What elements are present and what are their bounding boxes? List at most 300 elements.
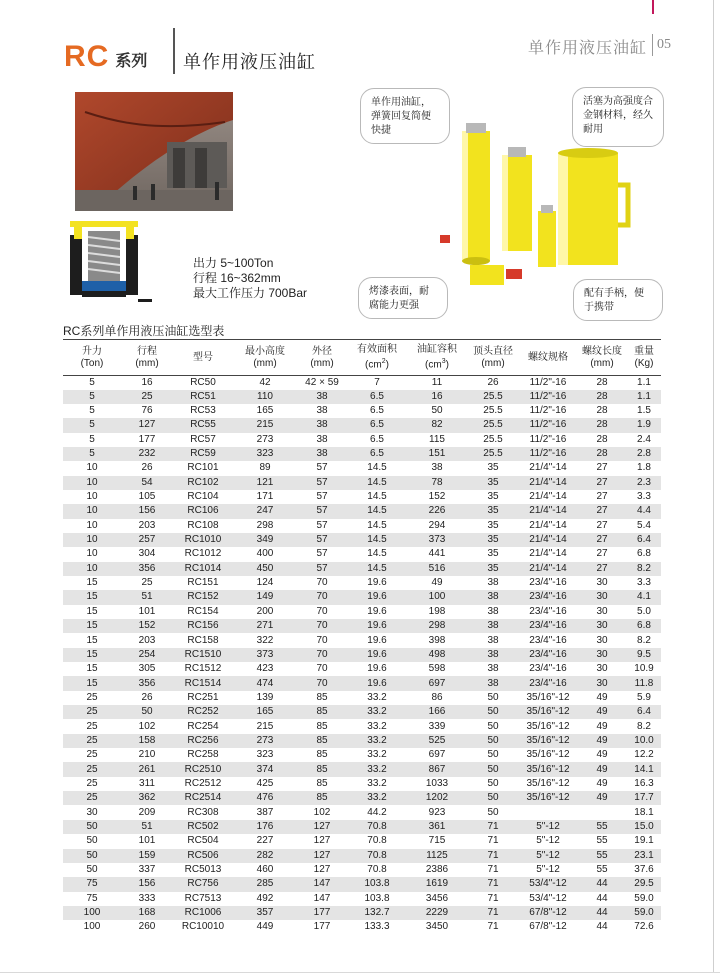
table-cell: 152 — [428, 491, 446, 503]
table-cell: 86 — [431, 691, 443, 703]
table-cell: 67/8"-12 — [519, 906, 577, 920]
table-cell: 38 — [487, 605, 499, 617]
table-cell: 50 — [86, 864, 98, 876]
table-cell: 50 — [86, 835, 98, 847]
table-cell: 492 — [256, 892, 274, 904]
table-cell: 33.2 — [347, 762, 407, 776]
table-cell: 35/16"-12 — [526, 749, 570, 761]
table-cell: 374 — [233, 762, 297, 776]
column-header — [297, 341, 347, 375]
table-row — [63, 920, 661, 934]
table-cell: 30 — [86, 806, 98, 818]
table-row — [63, 892, 661, 906]
table-cell: 89 — [259, 462, 271, 474]
table-cell: 697 — [428, 749, 446, 761]
table-cell: RC504 — [187, 835, 219, 847]
table-cell: 27 — [596, 491, 608, 503]
table-cell: 127 — [297, 849, 347, 863]
table-cell: RC108 — [187, 519, 219, 531]
table-cell: 298 — [256, 519, 274, 531]
table-cell: 5 — [63, 375, 121, 390]
table-row — [63, 820, 661, 834]
column-header-label: 有效面积 — [357, 344, 397, 356]
column-header-label: 螺纹规格 — [528, 351, 568, 363]
table-cell: 27 — [596, 519, 608, 531]
table-cell: 25 — [86, 720, 98, 732]
table-cell: 400 — [256, 548, 274, 560]
table-cell: 50 — [467, 762, 519, 776]
table-cell: 460 — [256, 864, 274, 876]
table-cell: 100 — [83, 921, 101, 933]
column-header-label: 最小高度 — [245, 345, 285, 357]
table-cell: 33.2 — [347, 734, 407, 748]
table-cell: 8.2 — [637, 720, 651, 732]
table-cell: 30 — [577, 590, 627, 604]
table-row — [63, 863, 661, 877]
table-cell: RC156 — [173, 619, 233, 633]
table-cell: 11.8 — [627, 676, 661, 690]
column-header-label: 外径 — [312, 345, 332, 357]
table-cell: 115 — [429, 433, 445, 445]
table-cell: 27 — [577, 504, 627, 518]
table-cell: 6.5 — [370, 405, 384, 417]
table-cell: 57 — [297, 562, 347, 576]
table-cell: RC506 — [173, 849, 233, 863]
table-cell: 373 — [233, 648, 297, 662]
table-cell: 4.1 — [627, 590, 661, 604]
table-cell: 361 — [407, 820, 467, 834]
table-cell: 149 — [233, 590, 297, 604]
table-cell: 57 — [316, 519, 328, 531]
table-cell: 425 — [256, 777, 274, 789]
table-cell: 51 — [121, 590, 173, 604]
table-row — [63, 734, 661, 748]
table-cell: 14.5 — [347, 476, 407, 490]
table-cell — [577, 805, 627, 819]
table-cell: 323 — [233, 447, 297, 461]
table-cell: 1.8 — [637, 462, 651, 474]
table-cell: 15 — [63, 676, 121, 690]
table-cell: 55 — [577, 849, 627, 863]
table-cell: 103.8 — [347, 877, 407, 891]
table-row — [63, 705, 661, 719]
table-cell: 322 — [256, 634, 274, 646]
table-cell: 35 — [467, 562, 519, 576]
table-cell: 67/8"-12 — [529, 921, 567, 933]
table-cell: 71 — [487, 921, 499, 933]
column-header — [233, 341, 297, 375]
table-cell: 23/4"-16 — [519, 676, 577, 690]
series-code: RC — [64, 40, 110, 73]
table-cell: 16.3 — [634, 777, 654, 789]
table-cell: 14.5 — [347, 504, 407, 518]
table-cell: 19.6 — [367, 577, 387, 589]
column-header-unit: $(cm^2)$ — [365, 358, 389, 371]
table-cell: 21/4"-14 — [519, 476, 577, 490]
table-cell: 38 — [487, 663, 499, 675]
table-cell: 25 — [63, 705, 121, 719]
table-cell — [519, 805, 577, 819]
column-header — [627, 341, 661, 375]
table-cell: 38 — [467, 619, 519, 633]
table-cell: 525 — [407, 734, 467, 748]
table-cell: 30 — [596, 605, 608, 617]
table-cell: 215 — [256, 720, 274, 732]
table-cell: 10 — [86, 519, 98, 531]
table-cell: 6.5 — [347, 390, 407, 404]
table-cell: 70 — [297, 619, 347, 633]
table-cell: 27 — [577, 476, 627, 490]
table-cell: 105 — [138, 491, 156, 503]
table-cell: 70 — [316, 663, 328, 675]
callout-painted-surface: 烤漆表面，耐腐能力更强 — [358, 277, 448, 319]
table-cell: 38 — [487, 634, 499, 646]
table-cell: 5"-12 — [519, 849, 577, 863]
table-cell: 50 — [487, 749, 499, 761]
table-cell: 100 — [63, 906, 121, 920]
column-header-unit: (mm) — [481, 357, 505, 369]
table-cell: 25.5 — [483, 405, 503, 417]
table-row — [63, 849, 661, 863]
table-cell: 15 — [63, 590, 121, 604]
callout-handle: 配有手柄，便于携带 — [573, 279, 663, 321]
table-cell: RC5013 — [184, 864, 222, 876]
table-cell: 30 — [577, 648, 627, 662]
table-cell: RC7513 — [184, 892, 222, 904]
page-frame-right — [713, 0, 714, 973]
table-cell: 11/2"-16 — [519, 418, 577, 432]
table-cell: 44.2 — [367, 806, 387, 818]
table-cell: RC1510 — [173, 648, 233, 662]
table-cell: 25 — [86, 777, 98, 789]
table-top-rule — [63, 339, 661, 340]
table-cell: 333 — [138, 892, 156, 904]
table-cell: 30 — [596, 577, 608, 589]
table-cell: 55 — [596, 864, 608, 876]
spec-force: 出力 5~100Ton — [193, 256, 274, 270]
series-heading — [64, 40, 147, 74]
table-cell: 5 — [63, 447, 121, 461]
table-cell: 21/4"-14 — [529, 548, 567, 560]
table-cell: 100 — [407, 590, 467, 604]
table-cell: 5"-12 — [519, 820, 577, 834]
table-cell: 19.6 — [347, 590, 407, 604]
table-cell: 14.5 — [347, 533, 407, 547]
table-cell: 70 — [297, 590, 347, 604]
table-cell: 11/2"-16 — [519, 390, 577, 404]
table-cell: 71 — [487, 864, 499, 876]
table-cell: 49 — [577, 705, 627, 719]
table-cell: 42 — [233, 375, 297, 390]
table-row — [63, 447, 661, 461]
table-cell: 18.1 — [634, 806, 654, 818]
table-cell: 339 — [428, 720, 446, 732]
table-row — [63, 791, 661, 805]
table-cell: 11 — [407, 375, 467, 390]
table-cell: RC151 — [187, 577, 219, 589]
table-cell: 25 — [63, 734, 121, 748]
table-cell: 21/4"-14 — [529, 491, 567, 503]
table-cell: 14.5 — [367, 519, 387, 531]
table-cell: RC1512 — [184, 663, 222, 675]
table-cell: 70.8 — [347, 820, 407, 834]
table-cell: 21/4"-14 — [519, 504, 577, 518]
selection-table — [63, 341, 661, 935]
table-cell: 28 — [577, 390, 627, 404]
table-cell: 19.6 — [367, 634, 387, 646]
table-cell: 165 — [233, 705, 297, 719]
table-cell: 311 — [139, 777, 155, 789]
table-cell: 5.0 — [637, 605, 651, 617]
table-cell: 1.1 — [627, 390, 661, 404]
table-cell: RC101 — [187, 462, 219, 474]
table-cell: RC1010 — [173, 533, 233, 547]
column-header — [519, 341, 577, 375]
table-cell: 10 — [63, 504, 121, 518]
table-cell: 2.8 — [627, 447, 661, 461]
table-cell: 4.4 — [627, 504, 661, 518]
table-row — [63, 490, 661, 504]
table-cell: RC2512 — [184, 777, 222, 789]
table-cell: 10 — [63, 476, 121, 490]
table-cell: 78 — [407, 476, 467, 490]
table-cell: 147 — [313, 892, 331, 904]
table-cell: 71 — [467, 877, 519, 891]
table-cell: 50 — [487, 691, 499, 703]
table-cell: 70 — [297, 648, 347, 662]
table-cell: 19.6 — [347, 676, 407, 690]
table-cell: 11/2"-16 — [519, 447, 577, 461]
table-cell: 305 — [138, 663, 156, 675]
column-header-unit: (mm) — [253, 357, 277, 369]
table-cell: 1125 — [407, 849, 467, 863]
table-cell: 54 — [121, 476, 173, 490]
table-cell: 1202 — [407, 791, 467, 805]
table-cell: RC102 — [173, 476, 233, 490]
table-cell: 139 — [256, 691, 274, 703]
table-cell: 70 — [316, 605, 328, 617]
table-cell: 23/4"-16 — [519, 590, 577, 604]
table-cell: 304 — [138, 548, 156, 560]
table-cell: 30 — [596, 663, 608, 675]
table-cell: 200 — [256, 605, 274, 617]
table-cell: 25 — [141, 577, 153, 589]
table-cell: 85 — [297, 762, 347, 776]
column-header-unit: (mm) — [310, 357, 334, 369]
table-cell: 1.1 — [627, 375, 661, 390]
table-cell: 21/4"-14 — [519, 533, 577, 547]
table-cell: 30 — [577, 676, 627, 690]
table-cell: 15 — [86, 605, 98, 617]
table-cell: 3.3 — [637, 491, 651, 503]
table-cell: 25.5 — [483, 433, 503, 445]
table-cell: 19.1 — [634, 835, 654, 847]
table-cell: 55 — [577, 820, 627, 834]
table-cell: 15 — [86, 663, 98, 675]
table-cell: 50 — [487, 777, 499, 789]
table-cell: 38 — [467, 676, 519, 690]
table-cell: RC2510 — [173, 762, 233, 776]
table-cell: 121 — [233, 476, 297, 490]
table-cell: 1.5 — [637, 405, 651, 417]
table-cell: 85 — [297, 791, 347, 805]
table-cell: 49 — [577, 791, 627, 805]
table-cell: 271 — [233, 619, 297, 633]
table-cell: 151 — [407, 447, 467, 461]
table-cell: 37.6 — [634, 864, 654, 876]
table-cell: 33.2 — [367, 720, 387, 732]
table-cell: 171 — [256, 491, 274, 503]
table-cell: 8.2 — [637, 634, 651, 646]
table-cell: 6.4 — [627, 533, 661, 547]
table-cell: RC254 — [187, 720, 219, 732]
table-row — [63, 476, 661, 490]
table-cell: 273 — [256, 433, 274, 445]
table-row — [63, 533, 661, 547]
table-cell: 101 — [138, 835, 156, 847]
table-cell: 7 — [347, 375, 407, 390]
table-cell: 35/16"-12 — [526, 691, 570, 703]
table-cell: 23/4"-16 — [529, 663, 567, 675]
cylinder-section-diagram — [68, 221, 154, 304]
table-cell: 177 — [297, 906, 347, 920]
table-cell: 8.2 — [627, 562, 661, 576]
table-cell: 26 — [141, 691, 153, 703]
table-cell: 30 — [596, 634, 608, 646]
table-cell: 75 — [86, 892, 98, 904]
table-row — [63, 504, 661, 518]
table-cell: 85 — [316, 749, 328, 761]
table-cell: 215 — [233, 418, 297, 432]
table-row — [63, 390, 661, 404]
table-cell: 25 — [86, 749, 98, 761]
table-cell: 6.5 — [347, 447, 407, 461]
page-number: 05 — [657, 37, 671, 52]
table-cell: 5 — [63, 418, 121, 432]
table-cell: 14.5 — [367, 491, 387, 503]
table-cell: 14.1 — [627, 762, 661, 776]
table-cell: 71 — [487, 835, 499, 847]
table-row — [63, 834, 661, 848]
table-cell: 357 — [233, 906, 297, 920]
table-cell: 387 — [256, 806, 274, 818]
table-cell: 33.2 — [347, 705, 407, 719]
table-cell: 49 — [596, 720, 608, 732]
table-cell: 147 — [297, 877, 347, 891]
table-row — [63, 619, 661, 633]
table-cell: RC256 — [173, 734, 233, 748]
table-cell: 35 — [487, 491, 499, 503]
table-cell: 101 — [138, 605, 156, 617]
table-cell: 2386 — [425, 864, 449, 876]
table-cell: 35 — [487, 462, 499, 474]
table-cell: 15 — [63, 619, 121, 633]
table-cell: 70 — [316, 634, 328, 646]
table-cell: 28 — [577, 447, 627, 461]
spec-pressure: 最大工作压力 700Bar — [193, 286, 308, 300]
table-cell: RC152 — [173, 590, 233, 604]
table-row — [63, 719, 661, 733]
table-cell: 23/4"-16 — [519, 648, 577, 662]
table-cell: 132.7 — [347, 906, 407, 920]
table-cell: 15 — [86, 634, 98, 646]
table-cell: 177 — [138, 433, 156, 445]
column-header-label: 螺纹长度 — [582, 345, 622, 357]
table-cell: 102 — [138, 720, 156, 732]
table-cell: 1.9 — [627, 418, 661, 432]
table-cell: 19.6 — [367, 663, 387, 675]
table-cell: 49 — [431, 577, 443, 589]
column-header-label: 油缸容积 — [417, 344, 457, 356]
table-cell: 30 — [577, 619, 627, 633]
table-cell: 23/4"-16 — [529, 605, 567, 617]
table-cell: RC158 — [187, 634, 219, 646]
table-row — [63, 877, 661, 891]
table-cell: 35/16"-12 — [526, 777, 570, 789]
table-cell: 285 — [233, 877, 297, 891]
table-cell: 156 — [121, 877, 173, 891]
table-cell: RC308 — [187, 806, 219, 818]
table-cell: 159 — [121, 849, 173, 863]
table-cell: 226 — [407, 504, 467, 518]
table-cell: 26 — [467, 375, 519, 390]
table-row — [63, 648, 661, 662]
table-cell: 10 — [63, 533, 121, 547]
table-cell: RC59 — [173, 447, 233, 461]
table-row — [63, 676, 661, 690]
table-cell: 11/2"-16 — [529, 433, 567, 445]
table-cell: 10 — [86, 548, 98, 560]
table-title: RC系列单作用液压油缸选型表 — [63, 324, 225, 338]
table-cell: 6.4 — [627, 705, 661, 719]
heading-separator — [173, 28, 175, 74]
table-row — [63, 748, 661, 762]
table-cell: 210 — [138, 749, 156, 761]
table-cell: 337 — [138, 864, 156, 876]
table-cell: 516 — [407, 562, 467, 576]
table-cell: 44 — [577, 877, 627, 891]
column-header-label: 行程 — [137, 345, 157, 357]
table-cell: 49 — [577, 734, 627, 748]
table-cell: 247 — [233, 504, 297, 518]
table-cell: 38 — [431, 462, 443, 474]
table-cell: 23/4"-16 — [529, 577, 567, 589]
table-cell: 15 — [86, 577, 98, 589]
table-cell: 441 — [428, 548, 446, 560]
table-cell: 38 — [297, 418, 347, 432]
table-cell: 598 — [428, 663, 446, 675]
table-cell: 14.5 — [367, 462, 387, 474]
table-cell: 209 — [138, 806, 156, 818]
table-cell: RC53 — [190, 405, 216, 417]
table-row — [63, 590, 661, 604]
column-header-unit: (mm) — [590, 357, 614, 369]
table-cell: RC106 — [173, 504, 233, 518]
table-row — [63, 777, 661, 791]
table-cell: 35 — [467, 533, 519, 547]
table-cell: 85 — [297, 705, 347, 719]
table-cell: 11/2"-16 — [529, 405, 567, 417]
table-cell: 55 — [596, 835, 608, 847]
table-row — [63, 762, 661, 776]
table-cell: 35/16"-12 — [519, 762, 577, 776]
table-cell: 19.6 — [347, 648, 407, 662]
table-cell: 282 — [233, 849, 297, 863]
table-cell: 10 — [86, 462, 98, 474]
callout-spring-return: 单作用油缸，弹簧回复简便快捷 — [360, 88, 450, 144]
table-cell: 6.8 — [637, 548, 651, 560]
table-cell: RC1006 — [173, 906, 233, 920]
